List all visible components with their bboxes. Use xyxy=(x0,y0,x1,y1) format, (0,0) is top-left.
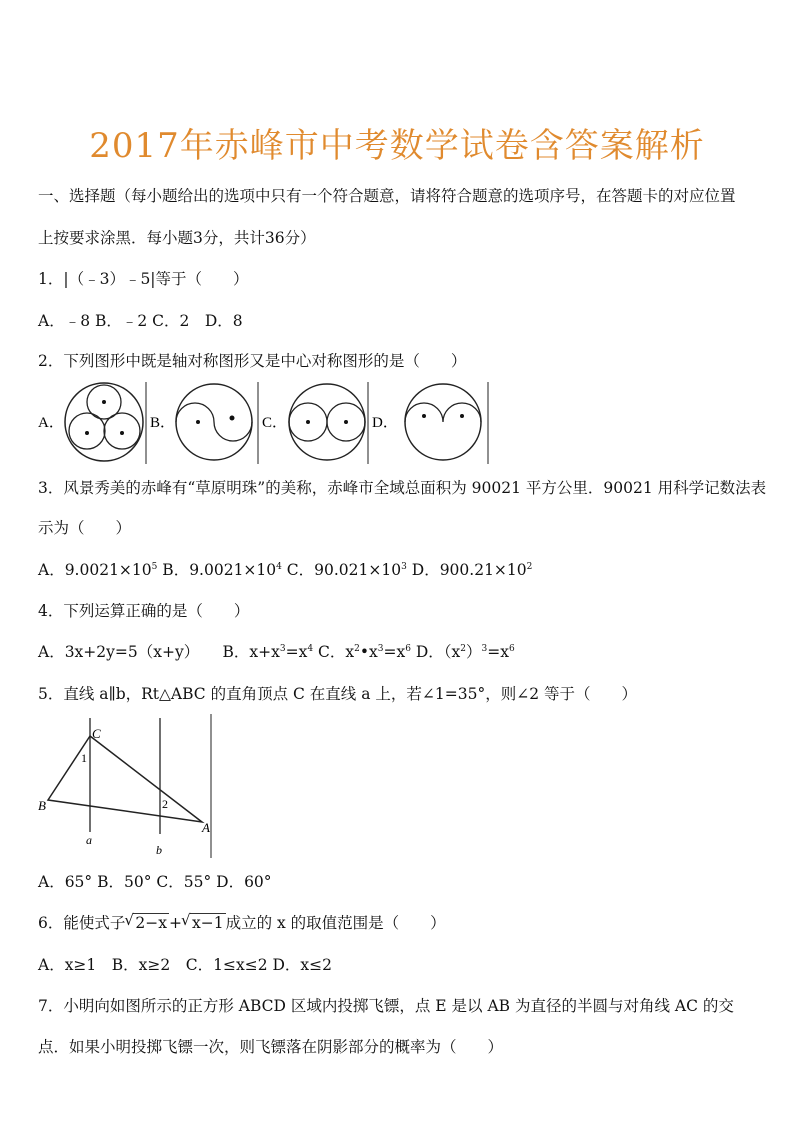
q1-stem: 1．|（﹣3）﹣5|等于（ ） xyxy=(38,270,249,288)
page-title: 2017年赤峰市中考数学试卷含答案解析 xyxy=(89,126,705,166)
section-intro-line2: 上按要求涂黑．每小题3分，共计36分） xyxy=(38,229,316,247)
q6-stem: 6．能使式子√ 2−x +√ x−1 成立的 x 的取值范围是（ ） xyxy=(38,911,446,933)
q5-figure xyxy=(36,714,216,862)
q3-stem-line2: 示为（ ） xyxy=(38,519,132,537)
q2-figure-a xyxy=(65,382,146,464)
q5-options: A．65° B．50° C．55° D．60° xyxy=(38,873,272,891)
q4-options: A．3x+2y=5（x+y） B．$x+x^3=x^4$ C．$x^2•x^3=x^6$ D．$(x^2)^3=x^6$ xyxy=(38,643,515,661)
q5-stem: 5．直线 a∥b，Rt△ABC 的直角顶点 C 在直线 a 上，若∠1=35°，则∠2 等于（ ） xyxy=(38,685,637,703)
q2-figures xyxy=(38,380,498,470)
q2-label-c: C． xyxy=(262,415,288,431)
q7-stem-line2: 点．如果小明投掷飞镖一次，则飞镖落在阴影部分的概率为（ ） xyxy=(38,1038,504,1056)
q2-stem: 2．下列图形中既是轴对称图形又是中心对称图形的是（ ） xyxy=(38,352,467,370)
q4-stem: 4．下列运算正确的是（ ） xyxy=(38,602,250,620)
q2-figure-b xyxy=(176,382,258,464)
q5-label-a: A xyxy=(202,820,210,835)
q5-line-a: a xyxy=(86,833,92,847)
q2-figure-c xyxy=(289,382,368,464)
q5-label-b: B xyxy=(38,798,46,813)
q3-stem-line1: 3．风景秀美的赤峰有“草原明珠”的美称，赤峰市全域总面积为 90021 平方公里．90021 用科学记数法表 xyxy=(38,479,767,497)
q5-label-c: C xyxy=(92,726,101,741)
q6-options: A．x≥1 B．x≥2 C．1≤x≤2 D．x≤2 xyxy=(38,956,333,974)
q2-label-a: A． xyxy=(38,415,64,431)
q5-line-b: b xyxy=(156,843,162,857)
q7-stem-line1: 7．小明向如图所示的正方形 ABCD 区域内投掷飞镖，点 E 是以 AB 为直径的半圆与对角线 AC 的交 xyxy=(38,997,734,1015)
q2-label-b: B． xyxy=(150,415,176,431)
q5-angle-1: 1 xyxy=(81,751,87,765)
q3-options: A．$9.0021\times 10^5$ B．$9.0021\times 10^4$ C．$90.021\times 10^3$ D．$900.21\times 10^2$ xyxy=(38,561,533,579)
section-intro-line1: 一、选择题（每小题给出的选项中只有一个符合题意，请将符合题意的选项序号，在答题卡的对应位置 xyxy=(38,187,736,205)
q5-angle-2: 2 xyxy=(162,797,168,811)
q2-label-d: D． xyxy=(372,415,398,431)
q1-options: A．﹣8 B．﹣2 C．2 D．8 xyxy=(38,312,243,330)
q2-figure-d xyxy=(405,382,488,464)
